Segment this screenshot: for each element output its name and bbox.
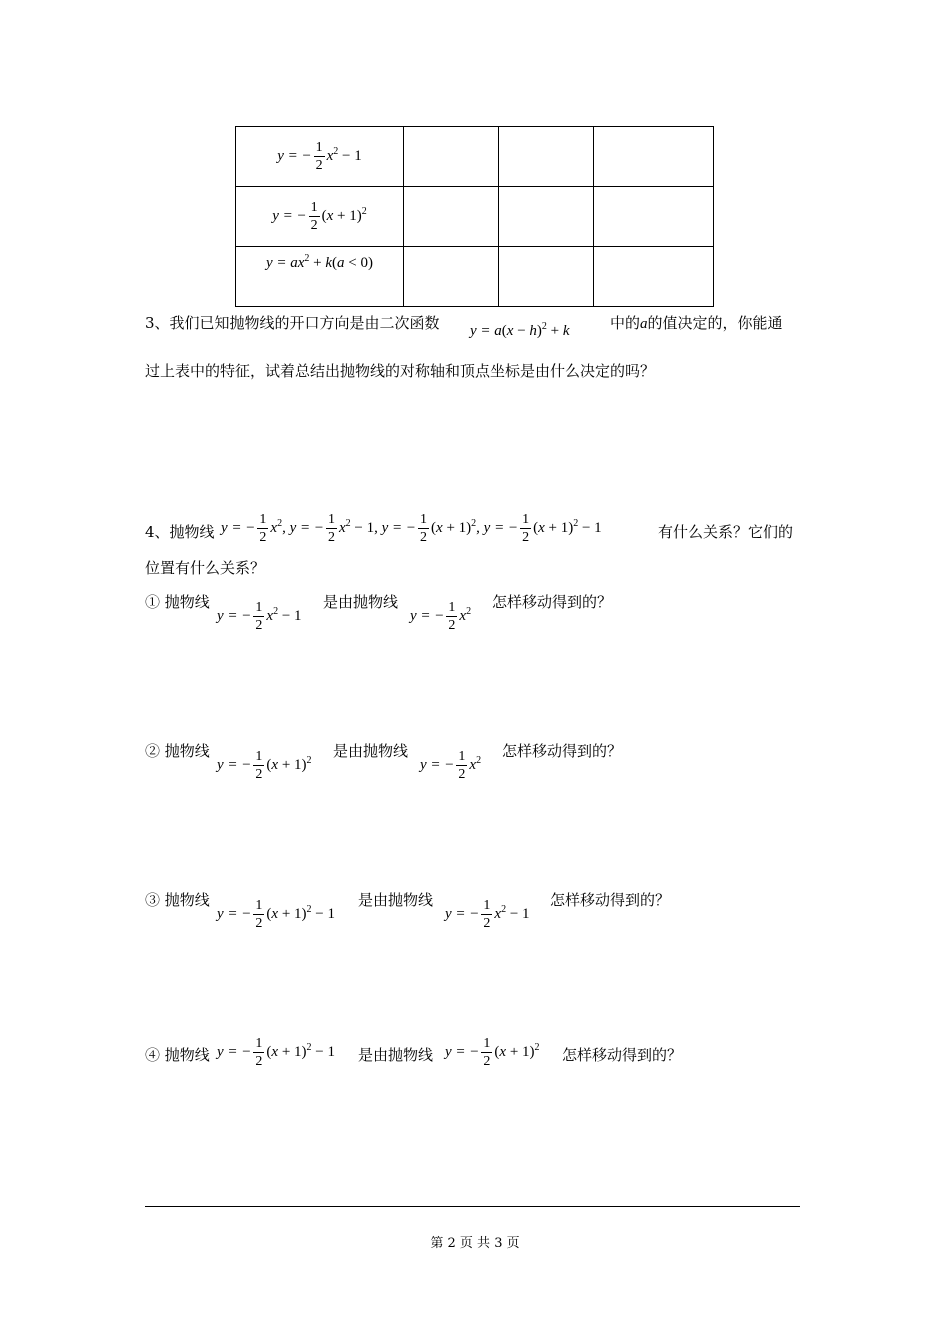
- formula: y = − $\frac{1}{2}$ $x^2$: [410, 600, 472, 633]
- q3-text: 3、我们已知抛物线的开口方向是由二次函数: [145, 314, 440, 332]
- table-formula-cell: [236, 127, 404, 187]
- q3-line2: 过上表中的特征，试着总结出抛物线的对称轴和顶点坐标是由什么决定的吗？: [145, 362, 656, 380]
- sub-label: 抛物线: [164, 1046, 210, 1064]
- q4-line2: 位置有什么关系？: [145, 559, 266, 577]
- sub-question-1: [145, 591, 210, 612]
- sub-end: 怎样移动得到的？: [562, 1046, 683, 1064]
- formula: y = − $\frac{1}{2}$ $(x + 1)^2 - 1$: [217, 1036, 336, 1069]
- formula: y = − $\frac{1}{2}$ $x^2 - 1$: [445, 898, 530, 931]
- answer-table: [235, 126, 714, 307]
- sub-mid: 是由抛物线: [333, 742, 409, 760]
- page-footer: 第 2 页 共 3 页: [430, 1236, 520, 1251]
- formula: $y = ax^2 + k(a < 0)$: [265, 253, 374, 271]
- table-formula-cell: [236, 187, 404, 247]
- sub-end: 怎样移动得到的？: [550, 891, 671, 909]
- sub-label: 抛物线: [164, 742, 210, 760]
- table-row: [236, 187, 714, 247]
- sub-question-3: [145, 889, 210, 910]
- footer-divider: [145, 1206, 800, 1207]
- sub-mid: 是由抛物线: [358, 891, 434, 909]
- q3-text: 的值决定的，你能通: [647, 314, 783, 332]
- table-formula-cell: [236, 247, 404, 307]
- q3-line1-end: [610, 312, 783, 333]
- sub-question-2: [145, 740, 210, 761]
- formula: y = − $\frac{1}{2}$ $x^2$: [420, 749, 482, 782]
- q3-line1: [145, 312, 440, 333]
- q3-formula: $y = a(x - h)^2 + k$: [470, 321, 570, 339]
- formula: y = − $\frac{1}{2}$ $(x + 1)^2$: [272, 200, 367, 233]
- table-cell: [404, 127, 499, 187]
- table-cell: [499, 187, 594, 247]
- table-row: [236, 247, 714, 307]
- formula: y = − $\frac{1}{2}$ $(x + 1)^2$: [445, 1036, 540, 1069]
- sub-mid: 是由抛物线: [323, 593, 399, 611]
- table-cell: [404, 247, 499, 307]
- table-cell: [499, 247, 594, 307]
- sub-question-4: [145, 1044, 210, 1065]
- table-row: [236, 127, 714, 187]
- table-cell: [594, 127, 714, 187]
- sub-mark: ③: [145, 891, 161, 909]
- sub-end: 怎样移动得到的？: [502, 742, 623, 760]
- table-cell: [594, 247, 714, 307]
- formula: y = − $\frac{1}{2}$ $(x + 1)^2 - 1$: [217, 898, 336, 931]
- sub-mark: ①: [145, 593, 161, 611]
- table-cell: [594, 187, 714, 247]
- table-cell: [499, 127, 594, 187]
- q4-formulas: y = − $\frac{1}{2}$ $x^2$, y = − $\frac{1}{2}$ $x^2 - 1$, y = − $\frac{1}{2}$ $(x + 1)^2$, y = − $\frac{1}{2}$ $(x + 1)^2 - 1$: [221, 512, 602, 545]
- sub-mark: ②: [145, 742, 161, 760]
- formula: y = − $\frac{1}{2}$ $x^2 - 1$: [217, 600, 302, 633]
- sub-end: 怎样移动得到的？: [492, 593, 613, 611]
- sub-label: 抛物线: [164, 891, 210, 909]
- q3-text: 中的: [610, 314, 641, 332]
- formula: y = − $\frac{1}{2}$ $x^2 - 1$: [277, 140, 362, 173]
- sub-label: 抛物线: [164, 593, 210, 611]
- table-cell: [404, 187, 499, 247]
- q4-line1-end: 有什么关系？它们的: [658, 523, 794, 541]
- sub-mark: ④: [145, 1046, 161, 1064]
- formula: y = − $\frac{1}{2}$ $(x + 1)^2$: [217, 749, 312, 782]
- q4-text: 4、抛物线: [145, 523, 215, 541]
- variable-a: a: [640, 316, 648, 332]
- q4-line1: [145, 521, 215, 542]
- sub-mid: 是由抛物线: [358, 1046, 434, 1064]
